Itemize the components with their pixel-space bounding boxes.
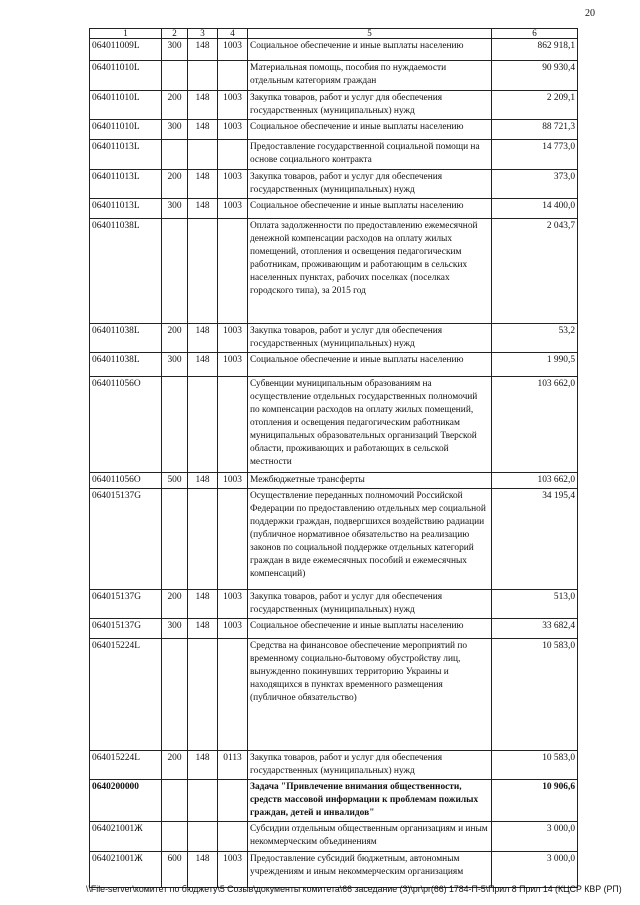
section-cell: 1003 (218, 852, 248, 888)
expense-type-cell (162, 489, 188, 590)
expense-type-cell: 300 (162, 353, 188, 377)
section-cell: 1003 (218, 619, 248, 639)
description-cell: Закупка товаров, работ и услуг для обеспечения государственных (муниципальных) нужд (248, 590, 492, 619)
header-cell: 5 (248, 29, 492, 39)
department-cell: 148 (188, 852, 218, 888)
target-code-cell: 064015224L (90, 639, 162, 751)
department-cell (188, 140, 218, 170)
amount-cell: 14 400,0 (492, 199, 578, 219)
section-cell: 1003 (218, 91, 248, 120)
expense-type-cell: 200 (162, 170, 188, 199)
department-cell: 148 (188, 473, 218, 489)
target-code-cell: 064015137G (90, 590, 162, 619)
expense-type-cell: 300 (162, 120, 188, 140)
description-cell: Закупка товаров, работ и услуг для обеспечения государственных (муниципальных) нужд (248, 91, 492, 120)
section-cell: 1003 (218, 170, 248, 199)
expense-type-cell (162, 61, 188, 91)
target-code-cell: 064021001Ж (90, 852, 162, 888)
department-cell (188, 639, 218, 751)
description-cell: Социальное обеспечение и иные выплаты населению (248, 353, 492, 377)
department-cell (188, 61, 218, 91)
table-row (90, 61, 578, 91)
amount-cell: 3 000,0 (492, 852, 578, 888)
department-cell (188, 780, 218, 822)
description-cell: Задача "Привлечение внимания общественности, средств массовой информации к проблемам пожилых граждан, детей и инвалидов" (248, 780, 492, 822)
amount-cell: 34 195,4 (492, 489, 578, 590)
section-cell (218, 489, 248, 590)
page-number: 20 (585, 8, 595, 19)
table-row (90, 91, 578, 120)
section-cell (218, 822, 248, 852)
expense-type-cell: 300 (162, 619, 188, 639)
amount-cell: 10 906,6 (492, 780, 578, 822)
target-code-cell: 064015137G (90, 619, 162, 639)
table-row (90, 639, 578, 751)
expense-type-cell: 200 (162, 324, 188, 353)
department-cell: 148 (188, 590, 218, 619)
target-code-cell: 0640200000 (90, 780, 162, 822)
header-cell: 6 (492, 29, 578, 39)
description-cell: Предоставление государственной социальной помощи на основе социального контракта (248, 140, 492, 170)
target-code-cell: 064011009L (90, 39, 162, 61)
file-path-footer: \\File-server\комитет по бюджету\5 Созыв\документы комитета\66 заседание (3)\pr\pr(66) 1784-П-5\Прил 8 Прил 14 (КЦСР КВР (РП) (86, 884, 622, 894)
section-cell (218, 61, 248, 91)
amount-cell: 862 918,1 (492, 39, 578, 61)
header-cell: 1 (90, 29, 162, 39)
amount-cell: 2 043,7 (492, 219, 578, 324)
section-cell (218, 377, 248, 473)
department-cell: 148 (188, 91, 218, 120)
amount-cell: 3 000,0 (492, 822, 578, 852)
department-cell: 148 (188, 324, 218, 353)
target-code-cell: 064011038L (90, 324, 162, 353)
table-row (90, 780, 578, 822)
table-row (90, 822, 578, 852)
expense-type-cell: 200 (162, 91, 188, 120)
section-cell: 1003 (218, 324, 248, 353)
amount-cell: 103 662,0 (492, 377, 578, 473)
table-row (90, 590, 578, 619)
amount-cell: 90 930,4 (492, 61, 578, 91)
department-cell: 148 (188, 170, 218, 199)
table-row (90, 170, 578, 199)
description-cell: Закупка товаров, работ и услуг для обеспечения государственных (муниципальных) нужд (248, 751, 492, 780)
department-cell (188, 219, 218, 324)
description-cell: Закупка товаров, работ и услуг для обеспечения государственных (муниципальных) нужд (248, 170, 492, 199)
description-cell: Закупка товаров, работ и услуг для обеспечения государственных (муниципальных) нужд (248, 324, 492, 353)
target-code-cell: 064011013L (90, 170, 162, 199)
section-cell: 1003 (218, 353, 248, 377)
header-cell: 2 (162, 29, 188, 39)
section-cell (218, 219, 248, 324)
target-code-cell: 064011013L (90, 140, 162, 170)
target-code-cell: 064021001Ж (90, 822, 162, 852)
description-cell: Предоставление субсидий бюджетным, автономным учреждениям и иным некоммерческим организациям (248, 852, 492, 888)
table-row (90, 489, 578, 590)
amount-cell: 33 682,4 (492, 619, 578, 639)
table-row (90, 852, 578, 888)
department-cell: 148 (188, 619, 218, 639)
section-cell: 1003 (218, 39, 248, 61)
amount-cell: 513,0 (492, 590, 578, 619)
target-code-cell: 064011010L (90, 91, 162, 120)
expense-type-cell: 300 (162, 39, 188, 61)
description-cell: Субсидии отдельным общественным организациям и иным некоммерческим объединениям (248, 822, 492, 852)
description-cell: Социальное обеспечение и иные выплаты населению (248, 120, 492, 140)
section-cell: 1003 (218, 473, 248, 489)
expense-type-cell: 200 (162, 751, 188, 780)
expense-type-cell (162, 377, 188, 473)
target-code-cell: 064011056O (90, 377, 162, 473)
section-cell: 1003 (218, 590, 248, 619)
description-cell: Осуществление переданных полномочий Российской Федерации по предоставлению отдельных мер социальной поддержки граждан, подвергшихся воздействию радиации (публичное нормативное обязательство на реализацию законов по социальной поддержке отдельных категорий граждан в виде ежемесячных пособий и ежемесячных компенсаций) (248, 489, 492, 590)
amount-cell: 373,0 (492, 170, 578, 199)
amount-cell: 103 662,0 (492, 473, 578, 489)
department-cell: 148 (188, 751, 218, 780)
target-code-cell: 064011038L (90, 353, 162, 377)
table-row (90, 199, 578, 219)
table-row (90, 39, 578, 61)
target-code-cell: 064015137G (90, 489, 162, 590)
section-cell: 1003 (218, 199, 248, 219)
description-cell: Материальная помощь, пособия по нуждаемости отдельным категориям граждан (248, 61, 492, 91)
expense-type-cell (162, 822, 188, 852)
amount-cell: 88 721,3 (492, 120, 578, 140)
table-row (90, 120, 578, 140)
description-cell: Социальное обеспечение и иные выплаты населению (248, 619, 492, 639)
department-cell (188, 489, 218, 590)
table-row (90, 324, 578, 353)
section-cell: 0113 (218, 751, 248, 780)
header-cell: 3 (188, 29, 218, 39)
target-code-cell: 064011010L (90, 61, 162, 91)
section-cell: 1003 (218, 120, 248, 140)
table-row (90, 377, 578, 473)
section-cell (218, 639, 248, 751)
amount-cell: 14 773,0 (492, 140, 578, 170)
department-cell: 148 (188, 39, 218, 61)
section-cell (218, 140, 248, 170)
amount-cell: 2 209,1 (492, 91, 578, 120)
target-code-cell: 064015224L (90, 751, 162, 780)
expense-type-cell: 200 (162, 590, 188, 619)
amount-cell: 53,2 (492, 324, 578, 353)
department-cell: 148 (188, 199, 218, 219)
table-row (90, 473, 578, 489)
department-cell: 148 (188, 120, 218, 140)
amount-cell: 10 583,0 (492, 751, 578, 780)
table-row (90, 751, 578, 780)
expense-type-cell (162, 140, 188, 170)
department-cell (188, 377, 218, 473)
description-cell: Средства на финансовое обеспечение мероприятий по временному социально-бытовому обустройству лиц, вынужденно покинувших территорию Украины и находящихся в пунктах временного размещения (публичное обязательство) (248, 639, 492, 751)
expense-type-cell (162, 639, 188, 751)
table-row (90, 219, 578, 324)
target-code-cell: 064011038L (90, 219, 162, 324)
expense-type-cell (162, 219, 188, 324)
table-row (90, 353, 578, 377)
target-code-cell: 064011056O (90, 473, 162, 489)
expense-type-cell: 500 (162, 473, 188, 489)
table-row (90, 140, 578, 170)
department-cell: 148 (188, 353, 218, 377)
budget-table (89, 28, 578, 888)
table-header-row (90, 29, 578, 39)
header-cell: 4 (218, 29, 248, 39)
description-cell: Субвенции муниципальным образованиям на осуществление отдельных государственных полномочий по компенсации расходов на оплату жилых помещений, отопления и освещения педагогическим работникам муниципальных образовательных организаций Тверской области, проживающих и работающих в сельской местности (248, 377, 492, 473)
section-cell (218, 780, 248, 822)
table-row (90, 619, 578, 639)
target-code-cell: 064011010L (90, 120, 162, 140)
expense-type-cell: 300 (162, 199, 188, 219)
amount-cell: 1 990,5 (492, 353, 578, 377)
department-cell (188, 822, 218, 852)
target-code-cell: 064011013L (90, 199, 162, 219)
description-cell: Социальное обеспечение и иные выплаты населению (248, 199, 492, 219)
description-cell: Оплата задолженности по предоставлению ежемесячной денежной компенсации расходов на оплату жилых помещений, отопления и освещения педагогическим работникам, проживающим и работающим в сельских населенных пунктах, рабочих поселках (поселках городского типа), за 2015 год (248, 219, 492, 324)
amount-cell: 10 583,0 (492, 639, 578, 751)
description-cell: Межбюджетные трансферты (248, 473, 492, 489)
description-cell: Социальное обеспечение и иные выплаты населению (248, 39, 492, 61)
expense-type-cell (162, 780, 188, 822)
expense-type-cell: 600 (162, 852, 188, 888)
